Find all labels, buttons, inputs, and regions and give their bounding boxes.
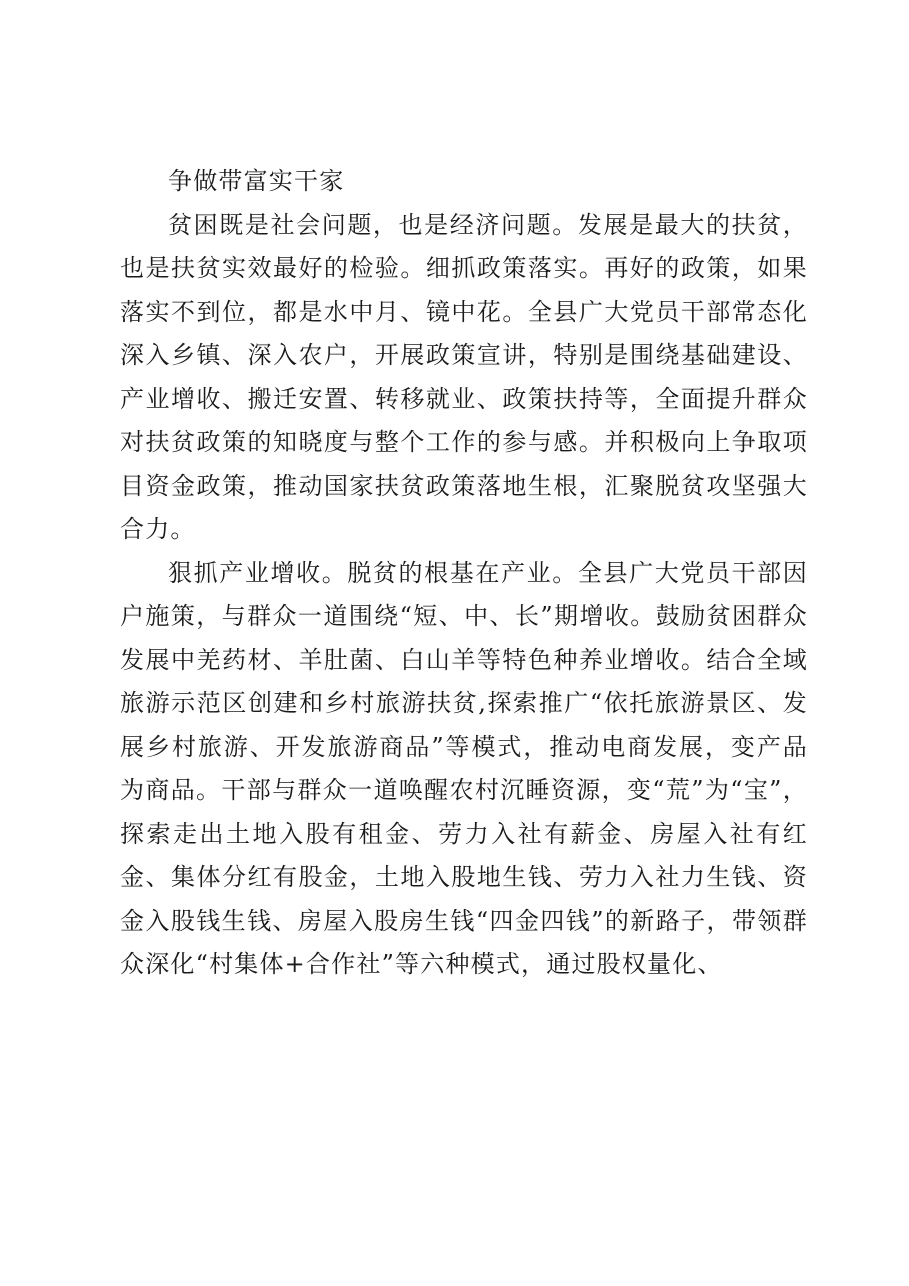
document-body — [120, 160, 808, 987]
paragraph-industry: 狠抓产业增收。脱贫的根基在产业。全县广大党员干部因户施策，与群众一道围绕“短、中、长”期增收。鼓励贫困群众发展中羌药材、羊肚菌、白山羊等特色种养业增收。结合全域旅游示范区创建和乡村旅游扶贫,探索推广“依托旅游景区、发展乡村旅游、开发旅游商品”等模式，推动电商发展，变产品为商品。干部与群众一道唤醒农村沉睡资源，变“荒”为“宝”，探索走出土地入股有租金、劳力入社有薪金、房屋入社有红金、集体分红有股金，土地入股地生钱、劳力入社力生钱、资金入股钱生钱、房屋入股房生钱“四金四钱”的新路子，带领群众深化“村集体+合作社”等六种模式，通过股权量化、 — [120, 558, 808, 978]
document-title: 争做带富实干家 — [168, 167, 345, 195]
paragraph-policy: 贫困既是社会问题，也是经济问题。发展是最大的扶贫，也是扶贫实效最好的检验。细抓政策落实。再好的政策，如果落实不到位，都是水中月、镜中花。全县广大党员干部常态化深入乡镇、深入农户，开展政策宣讲，特别是围绕基础建设、产业增收、搬迁安置、转移就业、政策扶持等，全面提升群众对扶贫政策的知晓度与整个工作的参与感。并积极向上争取项目资金政策，推动国家扶贫政策落地生根，汇聚脱贫攻坚强大合力。 — [120, 210, 808, 543]
